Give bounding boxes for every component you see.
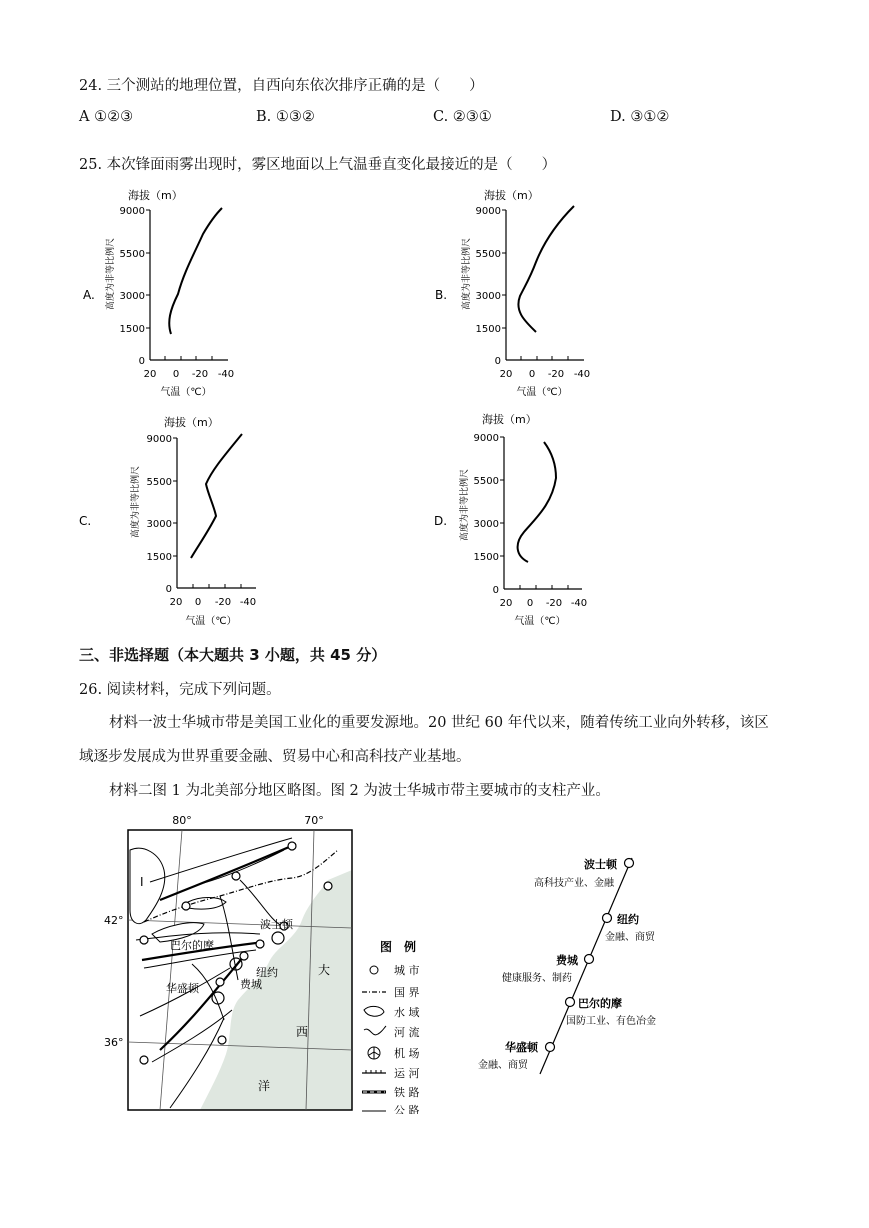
x-tick: -40 bbox=[570, 598, 588, 609]
longitude-80-label: 80° bbox=[172, 814, 192, 827]
y-tick: 0 bbox=[138, 356, 145, 367]
map-legend bbox=[358, 936, 458, 1114]
legend-city: 城 市 bbox=[394, 964, 420, 977]
temperature-curve bbox=[169, 208, 222, 334]
scale-note: 高度为非等比例尺 bbox=[106, 237, 116, 311]
temperature-label: 气温（℃） bbox=[516, 387, 568, 398]
temperature-profile-chart-b bbox=[432, 182, 612, 402]
city-philadelphia: 费城 bbox=[556, 954, 578, 967]
city-label-washington: 华盛顿 bbox=[166, 982, 199, 995]
q24-option-d: D. ③①② bbox=[610, 109, 670, 125]
x-tick: -40 bbox=[573, 369, 591, 380]
city-label-baltimore: 巴尔的摩 bbox=[170, 939, 214, 952]
temperature-label: 气温（℃） bbox=[185, 616, 237, 627]
city-node bbox=[625, 859, 634, 868]
q24-option-c: C. ②③① bbox=[433, 109, 492, 125]
city-label-philadelphia: 费城 bbox=[240, 978, 262, 991]
section-title: 三、非选择题（本大题共 3 小题，共 45 分） bbox=[79, 646, 387, 664]
y-tick: 5500 bbox=[475, 249, 501, 260]
x-tick: 20 bbox=[169, 597, 183, 608]
x-tick: -40 bbox=[239, 597, 257, 608]
y-tick: 1500 bbox=[146, 552, 172, 563]
y-tick: 1500 bbox=[475, 324, 501, 335]
temperature-curve bbox=[191, 434, 242, 558]
x-tick: 20 bbox=[499, 598, 513, 609]
industry-philadelphia: 健康服务、制药 bbox=[502, 973, 572, 984]
north-america-map bbox=[100, 810, 360, 1116]
city-boston: 波士顿 bbox=[584, 858, 617, 871]
x-tick: -20 bbox=[547, 369, 565, 380]
temperature-label: 气温（℃） bbox=[160, 387, 212, 398]
chart-letter: D. bbox=[434, 514, 448, 528]
temperature-profile-chart-c bbox=[76, 408, 266, 630]
legend-canal: 运 河 bbox=[394, 1067, 420, 1080]
x-tick: 0 bbox=[528, 369, 536, 380]
y-tick: 5500 bbox=[146, 477, 172, 488]
legend-water: 水 域 bbox=[394, 1006, 420, 1019]
temperature-curve bbox=[518, 442, 556, 562]
y-tick: 3000 bbox=[119, 291, 145, 302]
y-tick: 1500 bbox=[119, 324, 145, 335]
q24-option-b: B. ①③② bbox=[256, 109, 315, 125]
industry-new-york: 金融、商贸 bbox=[605, 932, 655, 943]
y-tick: 5500 bbox=[119, 249, 145, 260]
chart-letter: B. bbox=[435, 288, 448, 302]
city-label-boston: 波士顿 bbox=[260, 918, 293, 931]
scale-note: 高度为非等比例尺 bbox=[131, 465, 141, 539]
altitude-label: 海拔（m） bbox=[482, 413, 537, 426]
y-tick: 0 bbox=[492, 585, 499, 596]
altitude-label: 海拔（m） bbox=[164, 416, 219, 429]
y-tick: 9000 bbox=[119, 206, 145, 217]
y-tick: 0 bbox=[165, 584, 172, 595]
river-legend-icon bbox=[364, 1026, 386, 1035]
city-node bbox=[585, 955, 594, 964]
legend-railway: 铁 路 bbox=[394, 1086, 420, 1099]
city-node bbox=[546, 1043, 555, 1052]
x-tick: -20 bbox=[214, 597, 232, 608]
question-26-stem: 26. 阅读材料，完成下列问题。 bbox=[79, 682, 281, 698]
scale-note: 高度为非等比例尺 bbox=[462, 237, 472, 311]
material-one-line-1: 材料一波士华城市带是美国工业化的重要发源地。20 世纪 60 年代以来，随着传统工业向外转移，该区 bbox=[109, 715, 769, 731]
city-washington: 华盛顿 bbox=[505, 1041, 538, 1054]
city-legend-icon bbox=[370, 966, 378, 974]
x-tick: 0 bbox=[526, 598, 534, 609]
y-tick: 9000 bbox=[473, 433, 499, 444]
legend-airport: 机 场 bbox=[394, 1047, 420, 1060]
question-25-stem: 25. 本次锋面雨雾出现时，雾区地面以上气温垂直变化最接近的是（ ） bbox=[79, 157, 557, 173]
ocean-label: 西 bbox=[296, 1025, 309, 1039]
city-node bbox=[566, 998, 575, 1007]
city-industry-diagram bbox=[474, 846, 674, 1080]
industry-washington: 金融、商贸 bbox=[478, 1060, 528, 1071]
x-tick: -20 bbox=[545, 598, 563, 609]
legend-river: 河 流 bbox=[394, 1026, 420, 1039]
industry-baltimore: 国防工业、有色冶金 bbox=[566, 1016, 656, 1027]
y-tick: 9000 bbox=[475, 206, 501, 217]
latitude-36-label: 36° bbox=[104, 1036, 124, 1049]
industry-boston: 高科技产业、金融 bbox=[534, 878, 614, 889]
legend-title: 图 例 bbox=[380, 940, 417, 954]
scale-note: 高度为非等比例尺 bbox=[460, 468, 470, 542]
y-tick: 1500 bbox=[473, 552, 499, 563]
temperature-label: 气温（℃） bbox=[514, 616, 566, 627]
ocean-label: 大 bbox=[318, 963, 331, 977]
altitude-label: 海拔（m） bbox=[484, 189, 539, 202]
x-tick: 20 bbox=[499, 369, 513, 380]
latitude-42-label: 42° bbox=[104, 914, 124, 927]
x-tick: 0 bbox=[194, 597, 202, 608]
material-one-line-2: 域逐步发展成为世界重要金融、贸易中心和高科技产业基地。 bbox=[79, 749, 471, 765]
question-24-stem: 24. 三个测站的地理位置，自西向东依次排序正确的是（ ） bbox=[79, 78, 484, 94]
y-tick: 3000 bbox=[146, 519, 172, 530]
city-new-york: 纽约 bbox=[617, 913, 639, 926]
y-tick: 3000 bbox=[475, 291, 501, 302]
y-tick: 9000 bbox=[146, 434, 172, 445]
temperature-profile-chart-d bbox=[432, 408, 612, 630]
y-tick: 5500 bbox=[473, 476, 499, 487]
x-tick: -40 bbox=[217, 369, 235, 380]
y-tick: 3000 bbox=[473, 519, 499, 530]
y-tick: 0 bbox=[494, 356, 501, 367]
lake-label: I bbox=[140, 875, 144, 889]
airport-legend-icon bbox=[369, 1047, 379, 1059]
x-tick: 20 bbox=[143, 369, 157, 380]
temperature-curve bbox=[518, 206, 574, 332]
city-node bbox=[603, 914, 612, 923]
legend-road: 公 路 bbox=[394, 1104, 420, 1114]
great-lake-water bbox=[130, 848, 165, 923]
chart-letter: A. bbox=[83, 288, 95, 302]
water-legend-icon bbox=[364, 1006, 384, 1016]
x-tick: 0 bbox=[172, 369, 180, 380]
city-label-new-york: 纽约 bbox=[256, 966, 278, 979]
material-two: 材料二图 1 为北美部分地区略图。图 2 为波士华城市带主要城市的支柱产业。 bbox=[109, 783, 610, 799]
ocean-label: 洋 bbox=[258, 1079, 271, 1093]
x-tick: -20 bbox=[191, 369, 209, 380]
city-baltimore: 巴尔的摩 bbox=[578, 997, 622, 1010]
altitude-label: 海拔（m） bbox=[128, 189, 183, 202]
q24-option-a: A ①②③ bbox=[79, 109, 134, 125]
longitude-70-label: 70° bbox=[304, 814, 324, 827]
legend-border: 国 界 bbox=[394, 986, 420, 999]
chart-letter: C. bbox=[79, 514, 92, 528]
temperature-profile-chart-a bbox=[76, 182, 256, 402]
